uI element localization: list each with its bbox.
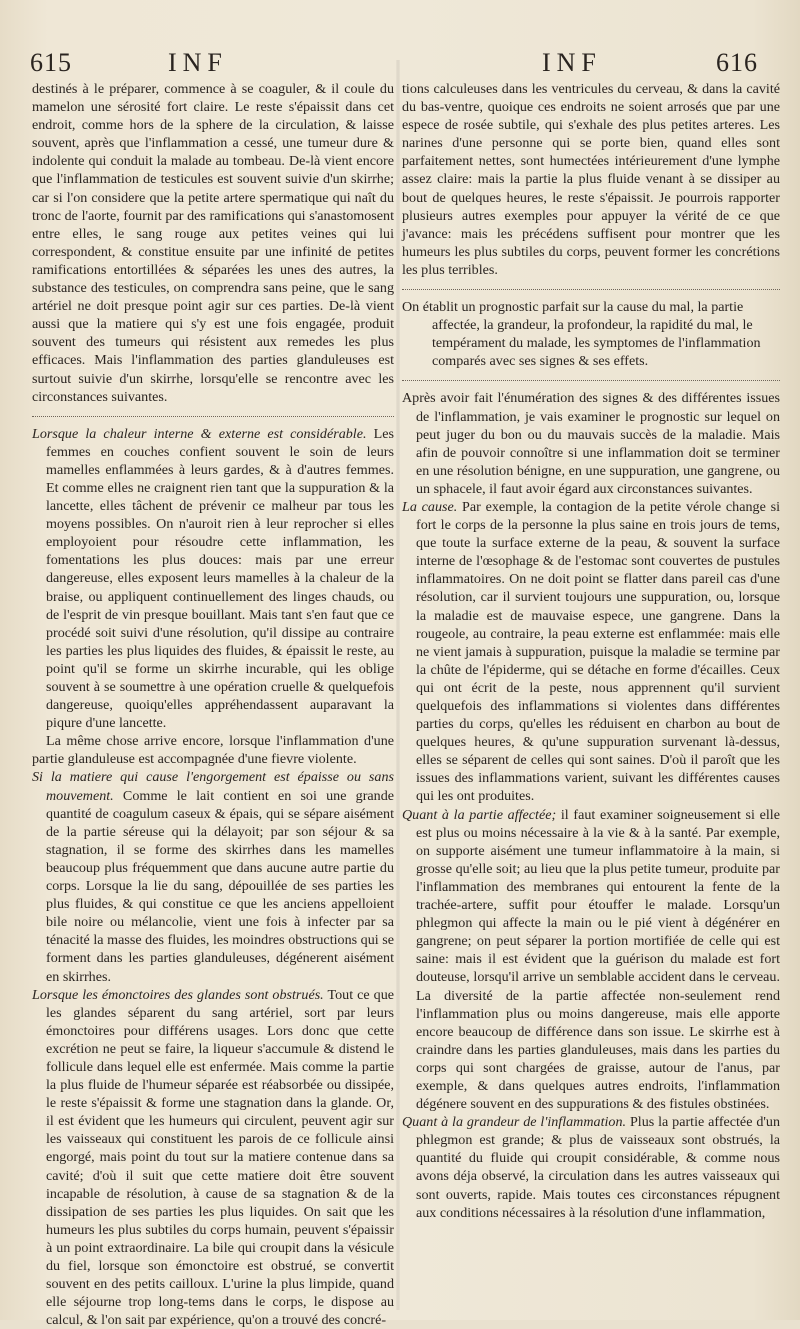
right-column	[402, 80, 780, 1300]
paragraph	[32, 425, 394, 733]
section-divider	[32, 416, 394, 417]
paragraph	[32, 986, 394, 1329]
column-gutter	[396, 60, 400, 1310]
paragraph-text: il faut examiner soigneusement si elle est plus ou moins nécessaire à la vie & à la santé. Par exemple, on supporte aisément une tumeur inflammatoire à la main, si grosse qu'elle soit; au lieu que la plus petite tumeur, produite par l'inflammation des membranes qui entourent la fente de la trachée-artere, suffit pour étouffer le malade. Lorsqu'un phlegmon qui affecte la main ou le pié vient à dégénérer en gangrene; on peut séparer la portion mortifiée de celle qui est saine: mais il est évident que la guérison du malade est fort douteuse, lorsqu'il arrive un semblable accident dans le cerveau. La diversité de la partie affectée non-seulement rend l'inflammation plus ou moins dangereuse, mais elle apporte encore beaucoup de différence dans son issue. Le skirrhe est à craindre dans les parties glanduleuses, mais dans les parties du corps qui sont chargées de graisse, autour de l'anus, par exemple, & dans quelques autres endroits, l'inflammation dégénere souvent en des suppurations & des fistules obstinées.	[416, 806, 780, 1113]
section-summary: On établit un prognostic parfait sur la cause du mal, la partie affectée, la grandeur, la profondeur, la rapidité du mal, le tempérament du malade, les symptomes de l'inflammation comparés avec ses signes & ses effets.	[402, 299, 761, 370]
paragraph-text: Comme le lait contient en soi une grande quantité de coagulum caseux & épais, qui se sépare aisément de la partie séreuse qui la délayoit; par son séjour & sa stagnation, il se forme des skirrhes dans les mamelles beaucoup plus fréquemment que dans aucune autre partie du corps. Lorsque la lie du sang, dépouillée de ses parties les plus fluides, & qui constitue ce que les anciens appelloient bile noire ou mélancolie, vient une fois à infecter par sa ténacité la masse des fluides, les moindres obstructions qui se forment dans les parties glanduleuses, dégénerent aisément en skirrhes.	[46, 787, 395, 985]
paragraph: tions calculeuses dans les ventricules du cerveau, & dans la cavité du bas-ventre, quoique ces endroits ne soient arrosés que par une espece de rosée subtile, qui s'exhale des plus petites arteres. Les narines d'une personne qui se porte bien, quand elles sont parfaitement nettes, sont humectées intérieurement d'une lymphe assez claire: mais la partie la plus fluide venant à se dissiper au bout de quelques heures, le reste s'épaissit. Je pourrois rapporter plusieurs autres exemples pour appuyer la vérité de ce que j'avance: mais les précédens suffisent pour montrer que les humeurs les plus subtiles du corps, peuvent former les concrétions les plus terribles.	[402, 81, 780, 278]
section-divider	[402, 380, 780, 381]
paragraph	[32, 768, 394, 985]
paragraph-text: Plus la partie affectée d'un phlegmon est grande; & plus de vaisseaux sont obstrués, la quantité du fluide qui croupit considérable, & comme nous avons déja observé, la circulation dans les autres vaisseaux qui sont ouverts, rapide. Mais toutes ces circonstances répugnent aux conditions nécessaires à la résolution d'une inflammation,	[416, 1114, 781, 1221]
paragraph-text: Les femmes en couches confient souvent le soin de leurs mamelles enflammées à leurs gardes, & à d'autres femmes. Et comme elles ne craignent rien tant que la suppuration & la lancette, elles tâchent de prévenir ce malheur par tous les moyens possibles. On n'auroit rien à leur reprocher si elles employoient pour résoudre cette inflammation, les fomentations les plus douces: mais par une erreur dangereuse, elles exposent leurs mamelles à la chaleur de la braise, ou appliquent continuellement des linges chauds, ou de l'esprit de vin presque bouillant. Mais tant s'en faut que ce procédé soit suivi d'une résolution, qu'il dissipe au contraire les parties les plus liquides des fluides, & épaissit le reste, au point qu'il se forme un skirrhe incurable, qui les oblige souvent à se soumettre à une opération cruelle & quelquefois dangereuse, quoiqu'elles appréhendassent auparavant la piqure d'une lancette.	[46, 425, 394, 732]
paragraph-text: Par exemple, la contagion de la petite vérole change si fort le corps de la personne la plus saine en trois jours de tems, que toute la surface externe de la peau, & souvent la surface interne de l'œsophage & de l'estomac sont couvertes de pustules inflammatoires. On ne doit point se flatter dans pareil cas d'une résolution, car il survient toujours une suppuration, ou, lorsque la maladie est de mauvaise espece, une gangrene. Dans la rougeole, au contraire, la peau externe est enflammée: mais elle ne vient jamais à suppuration, puisque la maladie se termine par la chûte de l'épiderme, qui se détache en forme d'écailles. Ceux qui ont écrit de la peste, nous apprennent qu'il survient quelquefois des inflammations si violentes dans différentes parties du corps, qu'elles les réduisent en charbon au bout de quelques heures, & qu'une suppuration survenant là-dessus, elles se séparent de celles qui sont saines. D'où il paroît que les issues des inflammations varient, suivant les différentes causes qui les ont produites.	[416, 498, 780, 805]
paragraph-text: Tout ce que les glandes séparent du sang artériel, sort par leurs émonctoires pour différens usages. Lors donc que cette excrétion ne peut se faire, la liqueur s'accumule & distend le follicule dans lequel elle est enfermée. Mais comme la partie la plus fluide de l'humeur séparée est réabsorbée ou dissipée, le reste s'épaissit & forme une stagnation dans la glande. Or, il est évident que les humeurs qui circulent, peuvent agir sur les vaisseaux qui constituent les parois de ce follicule ainsi engorgé, mais point du tout sur la matiere contenue dans sa cavité; d'où il suit que cette matiere doit être souvent incapable de résolution, à cause de sa stagnation & de la dissipation de ses parties les plus liquides. On sait que les humeurs les plus subtiles du corps humain, peuvent s'épaissir à un point extraordinaire. La bile qui croupit dans la vésicule du fiel, lorsque son émonctoire est obstrué, se convertit souvent en des petits cailloux. L'urine la plus limpide, quand elle séjourne trop long-tems dans le corps, le dispose au calcul, & l'on sait par expérience, qu'on a trouvé des concré-	[46, 986, 395, 1329]
left-column	[32, 80, 395, 1329]
paragraph	[402, 498, 780, 806]
paragraph-lead: Lorsque les émonctoires des glandes sont obstrués.	[32, 986, 324, 1003]
paragraph: destinés à le préparer, commence à se coaguler, & il coule du mamelon une sérosité fort claire. Le reste s'épaissit dans cet endroit, comme hors de la sphere de la circulation, & laisse souvent, après que l'inflammation a cessé, une tumeur dure & indolente qui conduit la malade au tombeau. De-là vient encore que l'inflammation de testicules est souvent suivie d'un skirrhe; car si l'on considere que la petite artere spermatique qui naît du tronc de l'aorte, fournit par des ramifications qui s'anastomosent entre elles, le sang rouge aux petites veines qui lui correspondent, & constitue ensuite par une infinité de petites ramifications entortillées & séparées les unes des autres, la substance des testicules, on comprendra sans peine, que le sang artériel ne doit presque point agir sur ces parties. De-là vient aussi que la matiere qui s'y est une fois engagée, produit souvent des tumeurs qui résistent aux remedes les plus efficaces. Mais l'inflammation des parties glanduleuses est surtout suivie d'un skirrhe, lorsqu'elle se rencontre avec les circonstances suivantes.	[32, 81, 394, 405]
paragraph: Après avoir fait l'énumération des signes & des différentes issues de l'inflammation, je vais examiner le prognostic sur lequel on peut juger du bon ou du mauvais succès de la maladie. Mais afin de pouvoir connoître si une inflammation doit se terminer en une résolution bénigne, en une suppuration, une gangrene, ou un sphacele, il faut avoir égard aux circonstances suivantes.	[402, 390, 780, 497]
paragraph-lead: Quant à la partie affectée;	[402, 806, 557, 823]
paragraph	[402, 806, 780, 1114]
section-divider	[402, 289, 780, 290]
paragraph: La même chose arrive encore, lorsque l'inflammation d'une partie glanduleuse est accompagnée d'une fievre violente.	[32, 733, 394, 768]
paragraph-lead: Lorsque la chaleur interne & externe est considérable.	[32, 425, 367, 442]
right-page-number: 616	[716, 48, 758, 77]
paragraph-lead: Si la matiere qui cause l'engorgement est épaisse ou sans mouvement.	[32, 769, 394, 804]
paragraph-lead: La cause.	[402, 498, 458, 515]
left-running-title: INF	[168, 48, 228, 77]
paragraph	[402, 1113, 780, 1222]
right-running-title: INF	[542, 48, 602, 77]
left-page-number: 615	[30, 48, 72, 77]
paragraph-lead: Quant à la grandeur de l'inflammation.	[402, 1114, 627, 1131]
